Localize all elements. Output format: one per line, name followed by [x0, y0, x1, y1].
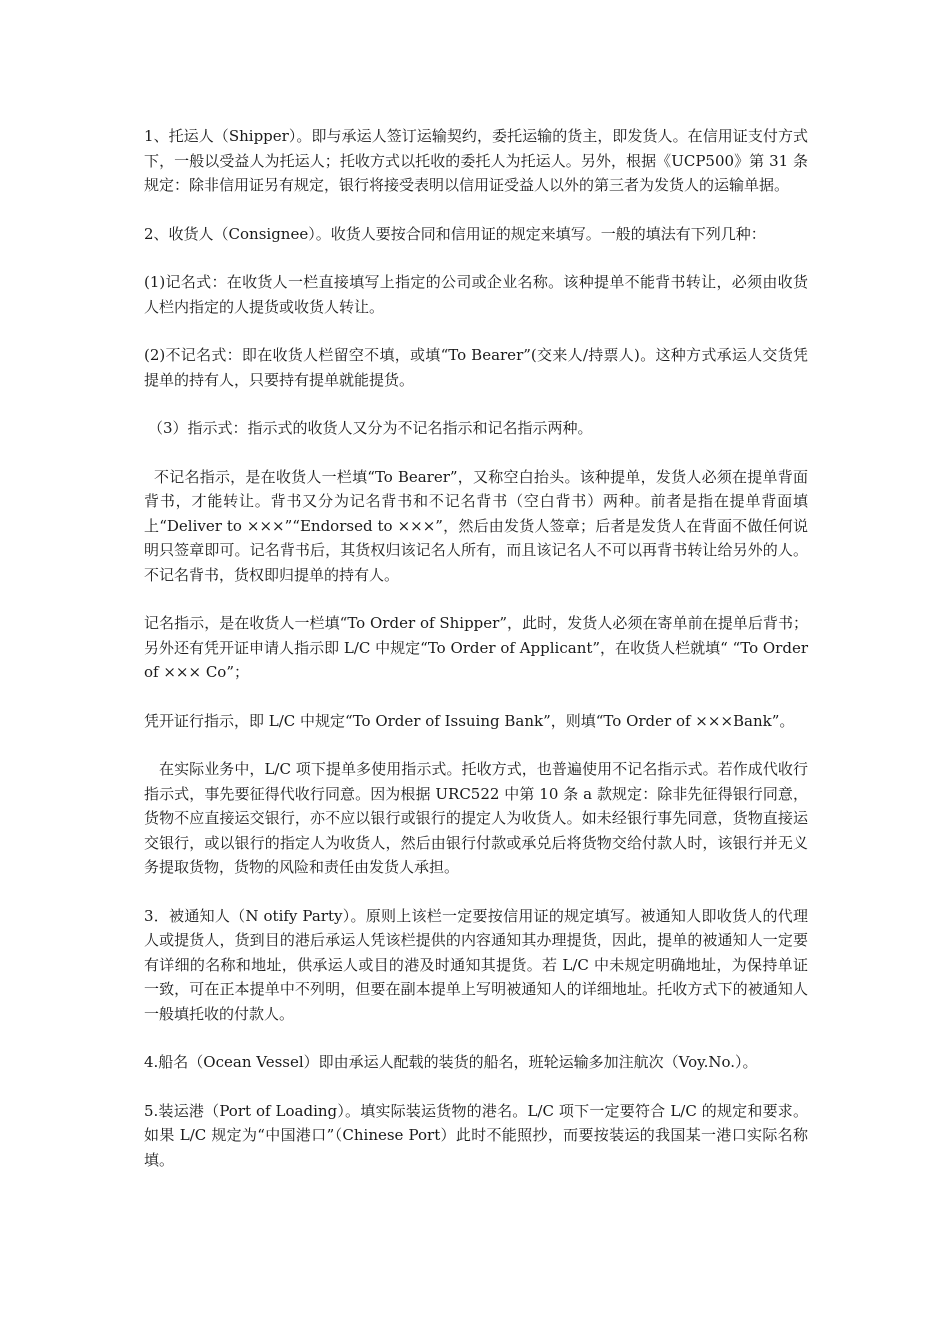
paragraph-port-of-loading: 5.装运港（Port of Loading）。填实际装运货物的港名。L/C 项下一定要符合 L/C 的规定和要求。如果 L/C 规定为“中国港口”（Chinese Port）此时不能照抄，而要按装运的我国某一港口实际名称填。 — [144, 1101, 808, 1169]
paragraph-blank-endorsement: 不记名指示，是在收货人一栏填“To Bearer”，又称空白抬头。该种提单，发货人必须在提单背面背书，才能转让。背书又分为记名背书和不记名背书（空白背书）两种。前者是指在提单背面填上“Deliver to ×××”“Endorsed to ×××”，然后由发货人签章；后者是发货人在背面不做任何说明只签章即可。记名背书后，其货权归该记名人所有，而且该记名人不可以再背书转让给另外的人。不记名背书，货权即归提单的持有人。 — [144, 467, 808, 584]
paragraph-practice: 在实际业务中，L/C 项下提单多使用指示式。托收方式，也普遍使用不记名指示式。若作成代收行指示式，事先要征得代收行同意。因为根据 URC522 中第 10 条 a 款规定：除非先征得银行同意，货物不应直接运交银行，亦不应以银行或银行的提定人为收货人。如未经银行事先同意，货物直接运交银行，或以银行的指定人为收货人，然后由银行付款或承兑后将货物交给付款人时，该银行并无义务提取货物，货物的风险和责任由发货人承担。 — [144, 760, 808, 876]
paragraph-consignee: 2、收货人（Consignee）。收货人要按合同和信用证的规定来填写。一般的填法有下列几种： — [144, 224, 766, 243]
paragraph-order-consignee: （3）指示式：指示式的收货人又分为不记名指示和记名指示两种。 — [148, 419, 593, 437]
paragraph-bearer-consignee: (2)不记名式：即在收货人栏留空不填，或填“To Bearer”(交来人/持票人)。这种方式承运人交货凭提单的持有人，只要持有提单就能提货。 — [144, 346, 808, 389]
paragraph-named-order: 记名指示，是在收货人一栏填“To Order of Shipper”，此时，发货人必须在寄单前在提单后背书；另外还有凭开证申请人指示即 L/C 中规定“To Order of Applicant”，在收货人栏就填“ “To Order of ××× Co”； — [144, 614, 808, 681]
paragraph-shipper: 1、托运人（Shipper）。即与承运人签订运输契约，委托运输的货主，即发货人。在信用证支付方式下，一般以受益人为托运人；托收方式以托收的委托人为托运人。另外，根据《UCP500》第 31 条规定：除非信用证另有规定，银行将接受表明以信用证受益人以外的第三者为发货人的运输单据。 — [144, 127, 808, 194]
paragraph-notify-party: 3．被通知人（N otify Party）。原则上该栏一定要按信用证的规定填写。被通知人即收货人的代理人或提货人，货到目的港后承运人凭该栏提供的内容通知其办理提货，因此，提单的被通知人一定要有详细的名称和地址，供承运人或目的港及时通知其提货。若 L/C 中未规定明确地址，为保持单证一致，可在正本提单中不列明，但要在副本提单上写明被通知人的详细地址。托收方式下的被通知人一般填托收的付款人。 — [144, 906, 808, 1023]
paragraph-straight-consignee: (1)记名式：在收货人一栏直接填写上指定的公司或企业名称。该种提单不能背书转让，必须由收货人栏内指定的人提货或收货人转让。 — [144, 273, 808, 316]
paragraph-issuing-bank-order: 凭开证行指示，即 L/C 中规定“To Order of Issuing Bank”，则填“To Order of ×××Bank”。 — [144, 711, 795, 730]
document-body — [144, 124, 808, 1196]
paragraph-ocean-vessel: 4.船名（Ocean Vessel）即由承运人配载的装货的船名，班轮运输多加注航次（Voy.No.）。 — [144, 1053, 758, 1071]
